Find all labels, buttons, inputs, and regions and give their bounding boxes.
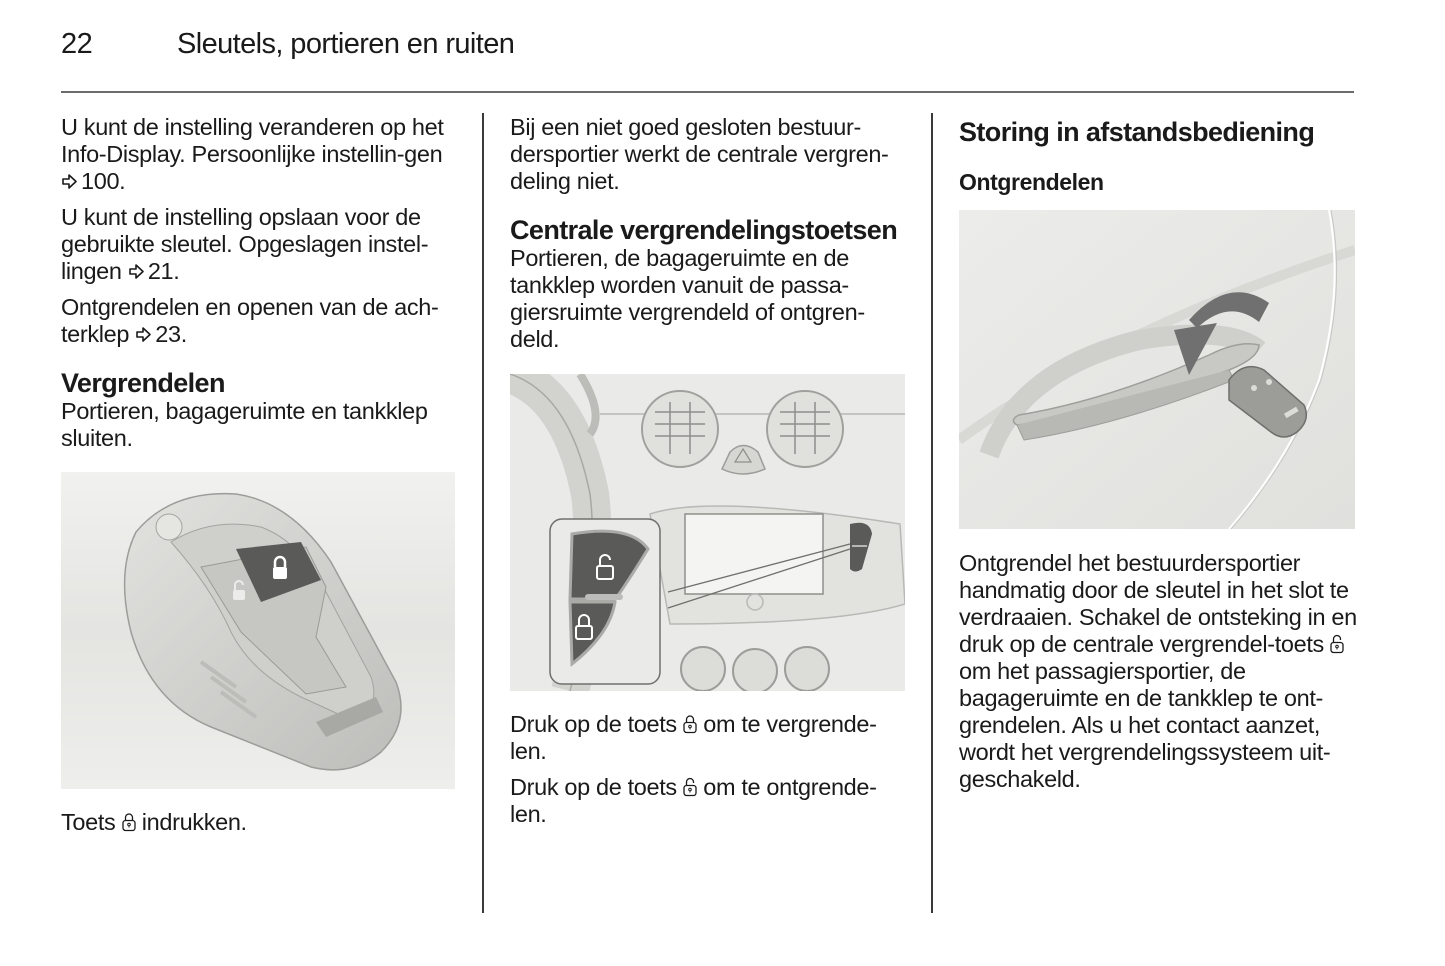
section-text: Portieren, bagageruimte en tankklep sluiten. (61, 398, 428, 451)
page-reference-link[interactable]: 21. (147, 258, 180, 284)
header-rule (61, 91, 1354, 93)
column-1 (61, 114, 461, 461)
column-2-instructions (510, 711, 910, 837)
instruction-lock (510, 711, 910, 765)
body-text: Ontgrendel het bestuurdersportier handmatig door de sleutel in het slot te verdraaien. Schakel de ontsteking in en druk op de centrale vergrendel-toets (959, 550, 1357, 657)
page-title: Sleutels, portieren en ruiten (177, 28, 515, 60)
subheading-ontgrendelen: Ontgrendelen (959, 169, 1104, 195)
paragraph-info-display (61, 114, 461, 195)
body-text: om het passagiersportier, de bagageruimte en de tankklep te ont-grendelen. Als u het contact aanzet, wordt het vergrendelingssysteem uit-geschakeld. (959, 658, 1331, 792)
caption-text: indrukken. (141, 809, 247, 835)
lock-open-icon (683, 777, 697, 797)
door-lock-key-illustration (959, 210, 1355, 529)
reference-arrow-icon (61, 173, 78, 190)
column-2 (510, 114, 910, 362)
caption-text: Toets (61, 809, 116, 835)
column-divider-1 (482, 113, 484, 913)
section-heading-vergrendelen: Vergrendelen (61, 368, 225, 398)
section-heading-central-locking-buttons: Centrale vergrendelingstoetsen (510, 215, 898, 245)
paragraph-text: Ontgrendelen en openen van de ach-terklep (61, 294, 439, 347)
dashboard-central-locking-illustration (510, 374, 905, 691)
section-heading-remote-failure: Storing in afstandsbediening (959, 117, 1315, 147)
lock-open-icon (1330, 634, 1344, 654)
column-3-body (959, 550, 1359, 802)
intro-paragraph: Bij een niet goed gesloten bestuur-dersportier werkt de centrale vergren-deling niet. (510, 114, 889, 194)
lock-closed-icon (683, 714, 697, 734)
paragraph-text: U kunt de instelling veranderen op het Info-Display. Persoonlijke instellin-gen (61, 114, 444, 167)
key-fob-illustration (61, 472, 455, 789)
page-reference-link[interactable]: 100. (81, 168, 126, 194)
body-paragraph (959, 550, 1359, 793)
caption-key-fob (61, 809, 461, 836)
column-divider-2 (931, 113, 933, 913)
paragraph-save-setting (61, 204, 461, 285)
instruction-unlock (510, 774, 910, 828)
reference-arrow-icon (128, 263, 145, 280)
instruction-text: om te vergrende-len. (510, 711, 877, 764)
section-text: Portieren, de bagageruimte en de tankklep worden vanuit de passa-giersruimte vergrendeld of ontgren-deld. (510, 245, 865, 352)
paragraph-tailgate (61, 294, 461, 348)
lock-closed-icon (122, 812, 136, 832)
paragraph-text: U kunt de instelling opslaan voor de gebruikte sleutel. Opgeslagen instel-lingen (61, 204, 429, 284)
reference-arrow-icon (135, 326, 152, 343)
page-reference-link[interactable]: 23. (155, 321, 187, 347)
page-number: 22 (61, 28, 93, 60)
instruction-text: om te ontgrende-len. (510, 774, 877, 827)
instruction-text: Druk op de toets (510, 774, 677, 800)
instruction-text: Druk op de toets (510, 711, 677, 737)
column-3 (959, 114, 1359, 196)
